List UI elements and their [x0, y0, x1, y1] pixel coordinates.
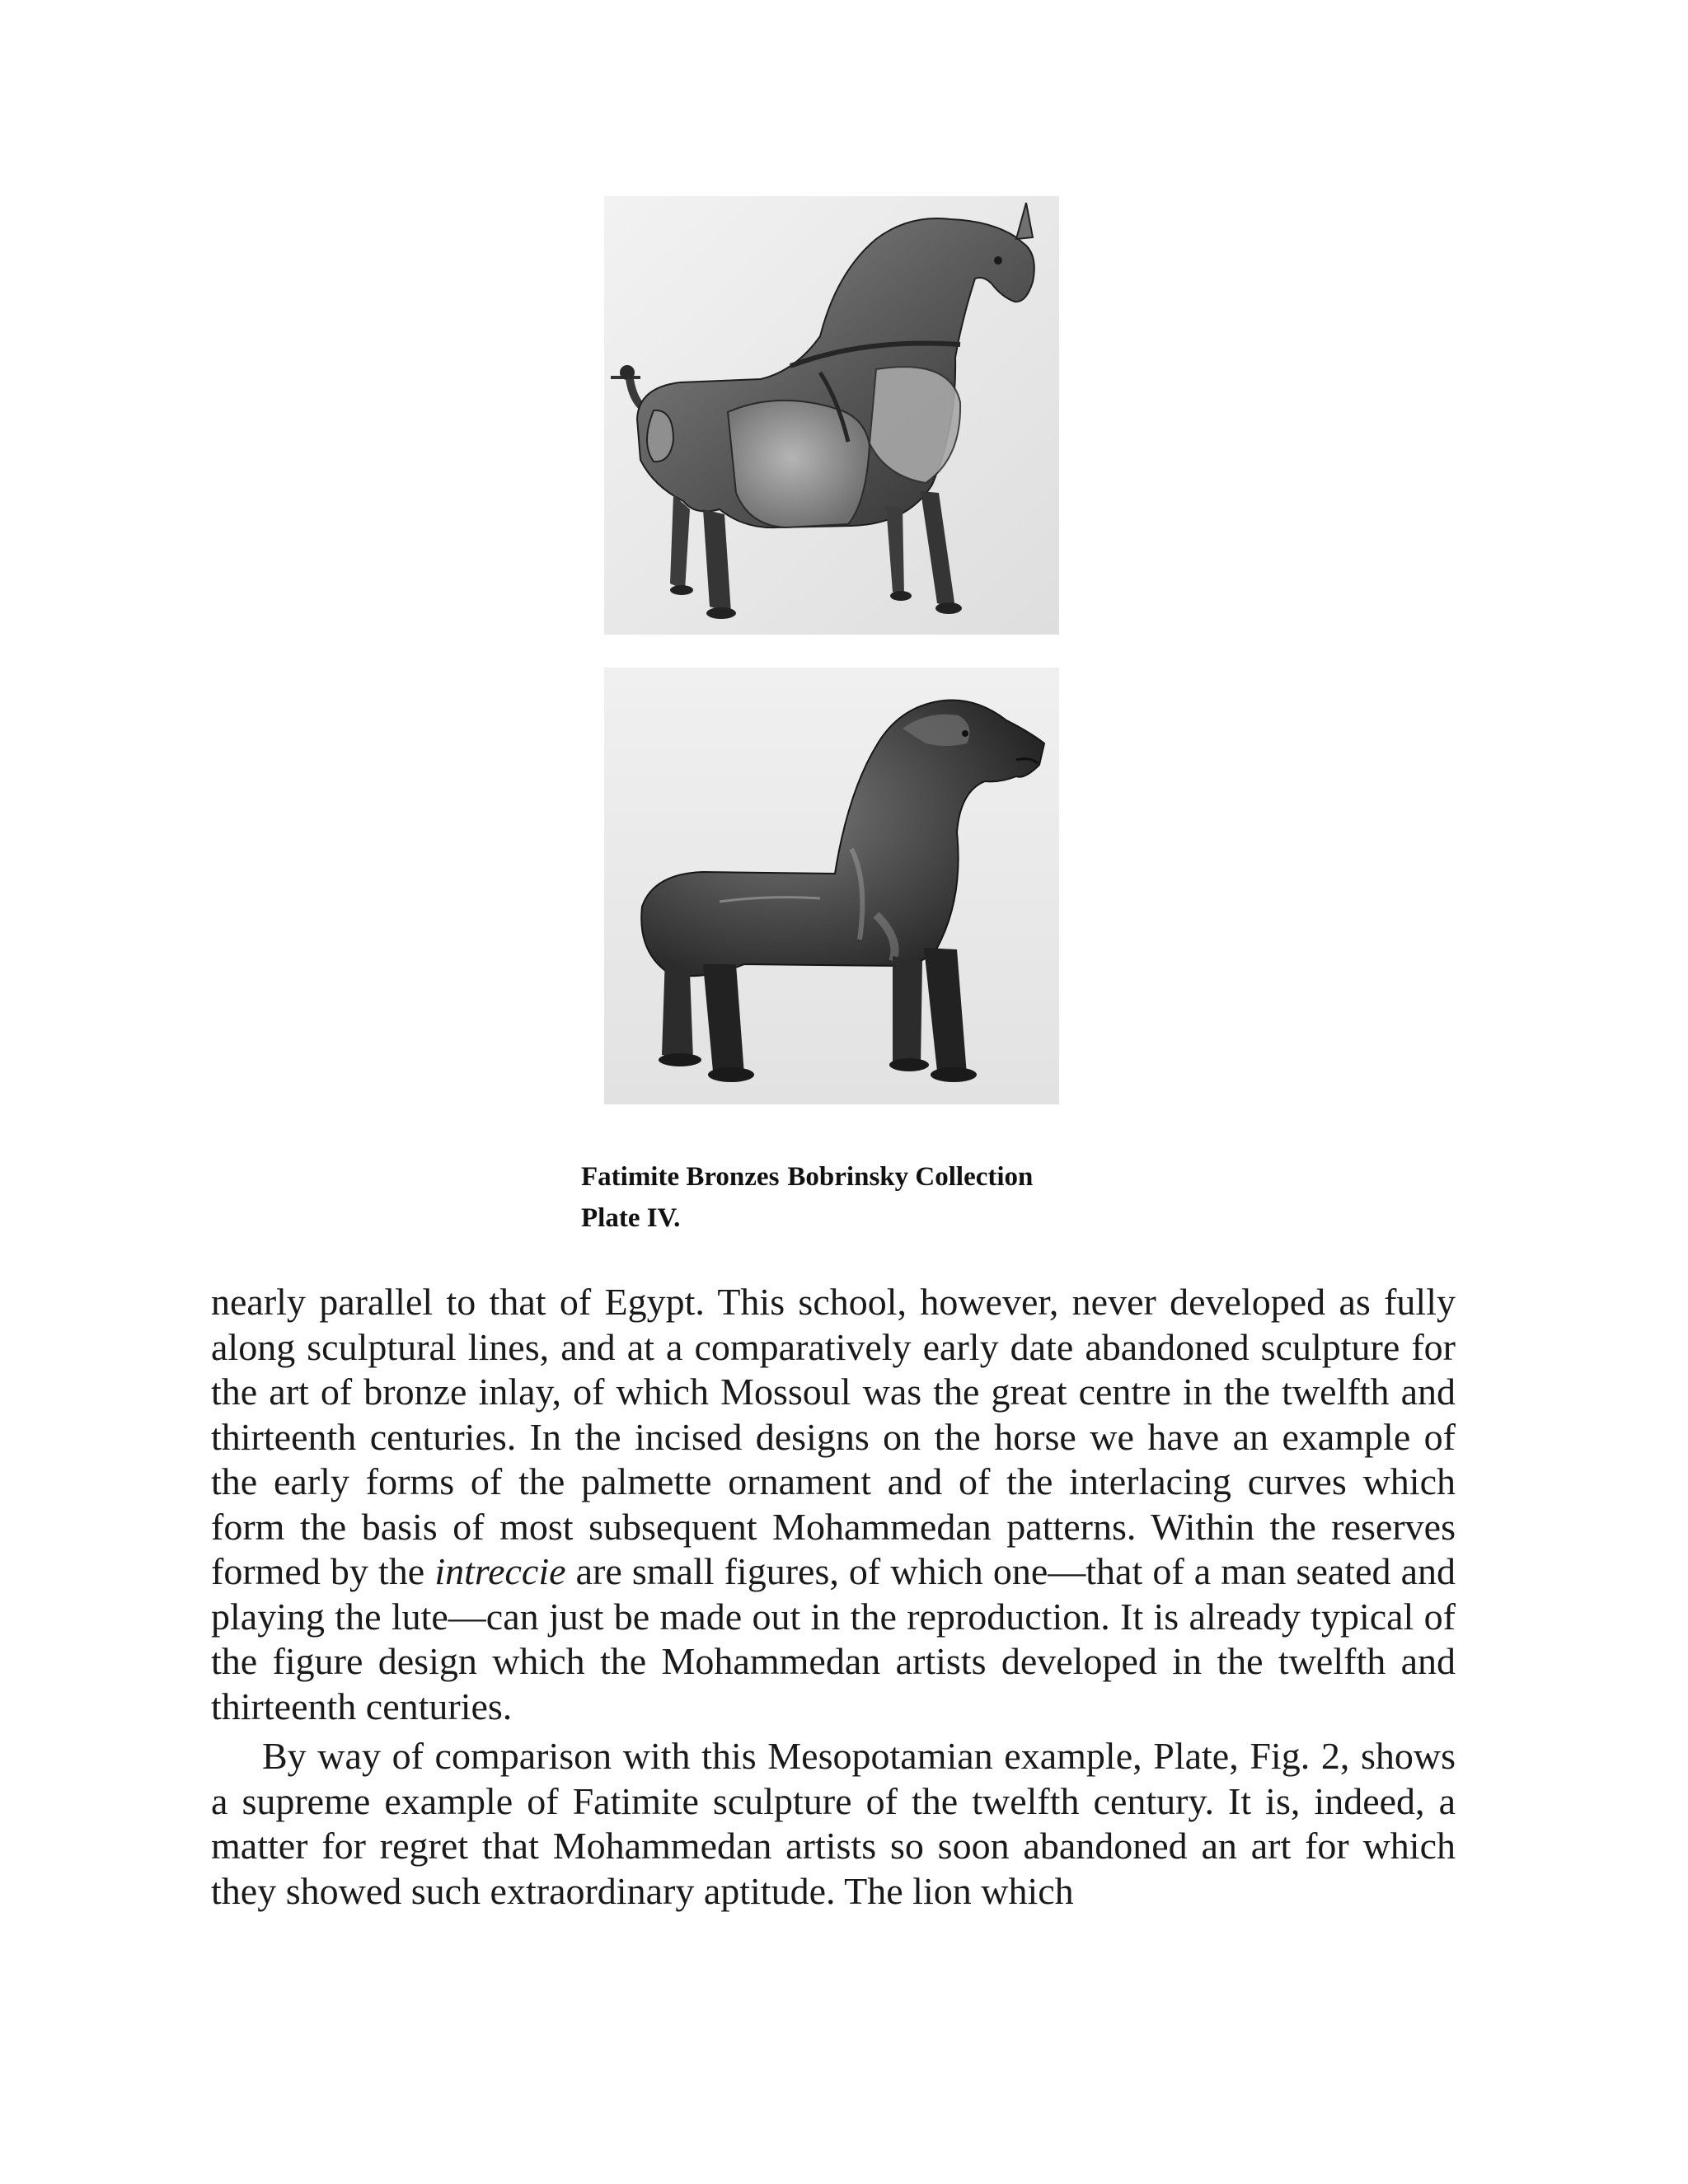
- caption-plate-number: Plate IV.: [581, 1203, 681, 1233]
- lion-bronze-photo: [604, 668, 1059, 1104]
- body-text: [211, 1280, 1456, 1914]
- paragraph-1-part-b: are small figures, of which one—that of a man seated and playing the lute—can just be made out in the reproduction. It is already typical of the figure design which the Mohammedan artists developed in the twelfth and thirteenth centuries.: [211, 1550, 1456, 1727]
- paragraph-1-part-a: nearly parallel to that of Egypt. This school, however, never developed as fully along sculptural lines, and at a comparatively early date abandoned sculpture for the art of bronze inlay, of which Mossoul was the great centre in the twelfth and thirteenth centuries. In the incised designs on the horse we have an example of the early forms of the palmette ornament and of the interlacing curves which form the basis of most subsequent Mohammedan patterns. Within the reserves formed by the: [211, 1281, 1456, 1592]
- figure-caption: [581, 1156, 1033, 1239]
- italic-term: intreccie: [434, 1550, 566, 1592]
- horse-bronze-illustration: [604, 196, 1059, 635]
- caption-collection: Bobrinsky Collection: [787, 1162, 1034, 1192]
- caption-title: Fatimite Bronzes: [581, 1162, 780, 1192]
- paragraph-2: By way of comparison with this Mesopotamian example, Plate, Fig. 2, shows a supreme example of Fatimite sculpture of the twelfth century. It is, indeed, a matter for regret that Mohammedan artists so soon abandoned an art for which they showed such extraordinary aptitude. The lion which: [211, 1735, 1456, 1912]
- paragraph-1: [211, 1280, 1456, 1729]
- caption-line-1: [581, 1156, 1033, 1197]
- lion-bronze-illustration: [604, 668, 1059, 1104]
- horse-bronze-photo: [604, 196, 1059, 635]
